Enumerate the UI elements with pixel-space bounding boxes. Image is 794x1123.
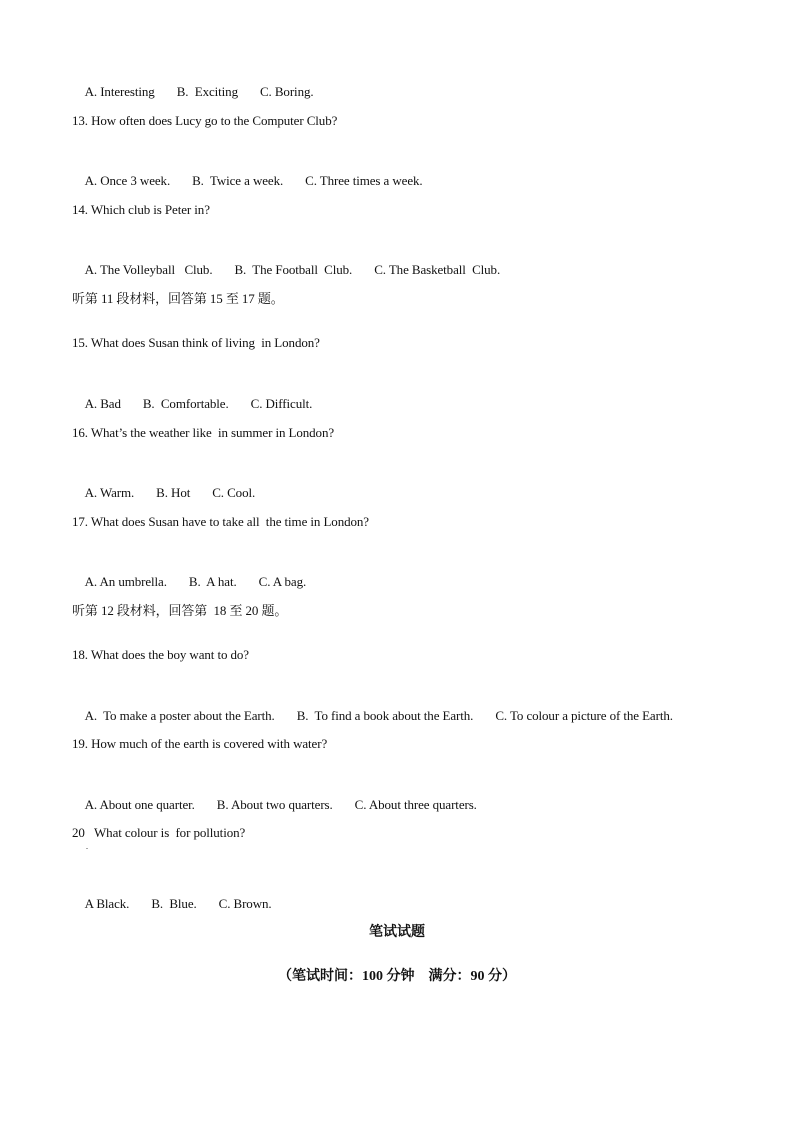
options-line-q17 [72,558,306,606]
section-instruction-12: 听第 12 段材料，回答第 18 至 20 题。 [72,603,288,618]
question-13: 13. How often does Lucy go to the Computer Club? [72,113,338,128]
stray-mark: . [86,842,88,851]
options-line-q15 [72,380,312,428]
option-b: B. A hat. [188,574,237,589]
section-instruction-11: 听第 11 段材料，回答第 15 至 17 题。 [72,291,284,306]
written-test-subtitle: （笔试时间：100 分钟 满分：90 分） [278,969,516,984]
option-a: A. An umbrella. [84,574,167,589]
question-16: 16. What’s the weather like in summer in London? [72,425,335,440]
options-line-q19 [72,781,477,829]
option-b: B. Twice a week. [192,173,284,188]
options-line-q18 [72,692,673,740]
option-b: B. The Football Club. [234,262,353,277]
option-a: A. Interesting [84,84,155,99]
option-b: B. Blue. [151,896,197,911]
options-line-q16 [72,469,255,517]
question-20: 20 What colour is for pollution? [72,825,246,840]
option-a: A. Once 3 week. [84,173,171,188]
question-18: 18. What does the boy want to do? [72,647,249,662]
options-line-q20 [72,880,272,928]
option-b: B. Comfortable. [142,396,229,411]
option-b: B. To find a book about the Earth. [296,708,474,723]
option-c: C. The Basketball Club. [374,262,501,277]
option-a: A. To make a poster about the Earth. [84,708,275,723]
option-b: B. About two quarters. [216,797,333,812]
option-a: A. The Volleyball Club. [84,262,213,277]
option-c: C. To colour a picture of the Earth. [495,708,673,723]
question-19: 19. How much of the earth is covered with water? [72,736,328,751]
question-17: 17. What does Susan have to take all the time in London? [72,514,369,529]
options-line-q13 [72,157,423,205]
option-a: A Black. [84,896,130,911]
option-a: A. Warm. [84,485,135,500]
question-14: 14. Which club is Peter in? [72,202,210,217]
option-c: C. About three quarters. [354,797,477,812]
options-line-q14 [72,246,500,294]
option-a: A. About one quarter. [84,797,195,812]
options-line-q12 [72,68,314,116]
option-b: B. Hot [156,485,191,500]
option-c: C. Difficult. [250,396,313,411]
option-b: B. Exciting [176,84,238,99]
option-c: C. Three times a week. [305,173,423,188]
question-15: 15. What does Susan think of living in London? [72,335,320,350]
written-test-title: 笔试试题 [369,925,425,940]
option-c: C. Brown. [218,896,272,911]
option-c: C. Cool. [212,485,256,500]
option-c: C. A bag. [258,574,307,589]
option-a: A. Bad [84,396,121,411]
option-c: C. Boring. [259,84,314,99]
